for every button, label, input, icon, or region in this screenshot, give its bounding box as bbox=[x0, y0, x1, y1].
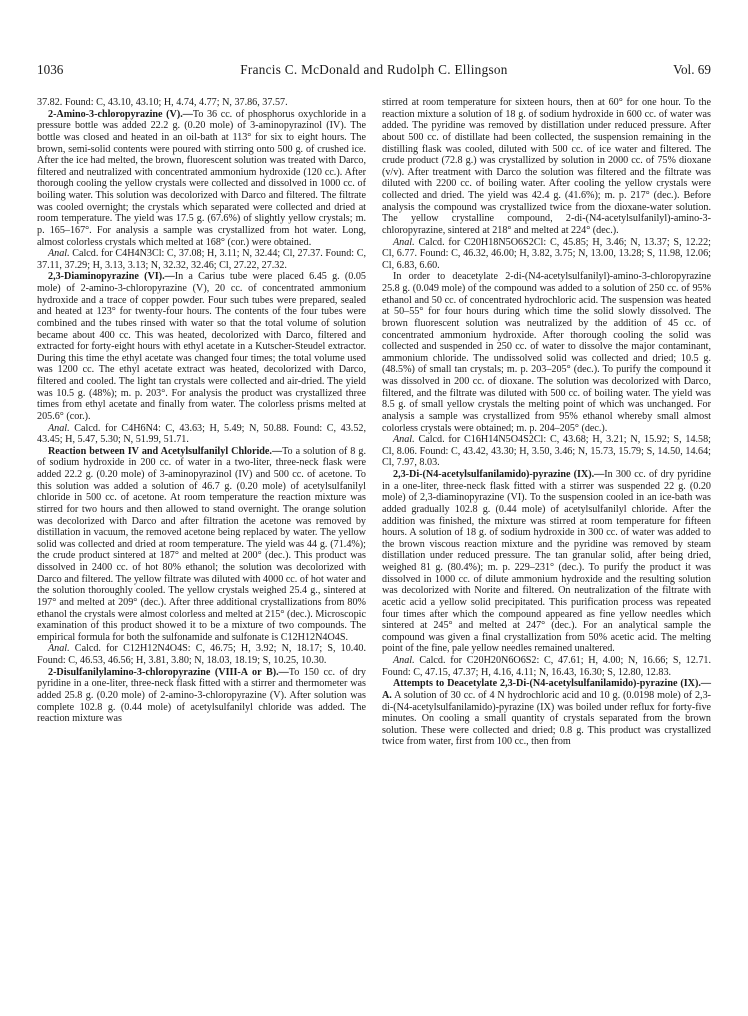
paragraph bbox=[37, 271, 366, 422]
paragraph-text: A solution of 30 cc. of 4 N hydrochloric acid and 10 g. (0.0198 mole) of 2,3-di-(N4-acetylsulfanilamido)-pyrazine (IX) was boiled under reflux for forty-five minutes. On cooling a small quantity of crystals separated from the brown solution. These were collected and dried; 0.8 g. This product was crystallized twice from water, first from 100 cc., then from bbox=[382, 689, 711, 748]
section-heading: 2-Disulfanilylamino-3-chloropyrazine (VIII-A or B).— bbox=[48, 666, 289, 678]
paragraph-text: To 36 cc. of phosphorus oxychloride in a pressure bottle was added 22.2 g. (0.20 mole) of 3-aminopyrazinol (IV). The bottle was closed and heated in an oil-bath at 113° for six to eight hours. The brown, semi-solid contents were poured with stirring onto 500 g. of crushed ice. After the ice had melted, the brown, fluorescent solution was treated with Darco, filtered and neutralized with concentrated ammonium hydroxide (120 cc.). After thorough cooling the yellow crystals were collected and dissolved in 1000 cc. of boiling water. This solution was decolorized with Darco and filtered. The filtrate was cooled overnight; the crystals which separated were collected and dried at room temperature. The yield was 17.5 g. (67.6%) of slightly yellow crystals; m. p. 165–167°. For analysis a sample was crystallized from hot water. Long, almost colorless crystals which melted at 168° (cor.) were obtained. bbox=[37, 108, 366, 248]
paragraph: In order to deacetylate 2-di-(N4-acetylsulfanilyl)-amino-3-chloropyrazine 25.8 g. (0.049 mole) of the compound was added to a solution of 250 cc. of 95% ethanol and 50 cc. of concentrated hydrochloric acid. The suspension was heated at 50–55° for four hours during which time the solid slowly dissolved. The brown fluorescent solution was neutralized by the addition of 45 cc. of concentrated ammonium hydroxide. After thorough cooling the solid was collected and suspended in 250 cc. of water to dissolve the major contaminant, ammonium chloride. The undissolved solid was collected and dried; 10.5 g. (48.5%) of small tan crystals; m. p. 203–205° (dec.). To purify the compound it was dissolved in 200 cc. of dioxane. The solution was decolorized with Darco, filtered, and the filtrate was diluted with 500 cc. of boiling water. The yield was 8.5 g. of small yellow crystals the melting point of which was unchanged. For analysis a sample was crystallized from 95% ethanol whereby small almost colorless crystals were obtained; m. p. 204–205° (dec.). bbox=[382, 271, 711, 434]
paragraph-text: Calcd. for C16H14N5O4S2Cl: C, 43.68; H, 3.21; N, 15.92; S, 14.58; Cl, 8.06. Found: C, 43.42, 43.30; H, 3.50, 3.46; N, 15.73, 15.79; S, 14.50, 14.64; Cl, 7.97, 8.03. bbox=[382, 434, 711, 469]
page-header bbox=[37, 62, 711, 80]
paragraph: stirred at room temperature for sixteen hours, then at 60° for one hour. To the reaction mixture a solution of 18 g. of sodium hydroxide in 600 cc. of water was added. The pyridine was removed by distillation under reduced pressure. After about 500 cc. of distillate had been collected, the suspension remaining in the distilling flask was cooled, diluted with 500 cc. of ice water and filtered. The crude product (72.8 g.) was crystallized by solution in 2000 cc. of 75% dioxane (v/v). After treatment with Darco the solution was filtered and the filtrate was diluted with 2200 cc. of boiling water. After cooling the yellow crystals were collected and dried. The yield was 42.4 g. (41.6%); m. p. 217° (dec.). Before analysis the compound was crystallized twice from the dioxane-water solution. The yellow crystalline compound, 2-di-(N4-acetylsulfanilyl)-amino-3-chloropyrazine, sintered at 218° and melted at 224° (dec.). bbox=[382, 97, 711, 236]
analysis-paragraph bbox=[37, 423, 366, 446]
volume-label: Vol. 69 bbox=[673, 62, 711, 77]
paragraph: 37.82. Found: C, 43.10, 43.10; H, 4.74, 4.77; N, 37.86, 37.57. bbox=[37, 97, 288, 108]
right-column bbox=[382, 97, 711, 748]
analysis-paragraph bbox=[37, 248, 366, 271]
paragraph bbox=[37, 446, 366, 644]
section-heading: Reaction between IV and Acetylsulfanilyl Chloride.— bbox=[48, 445, 283, 457]
section-heading: 2,3-Di-(N4-acetylsulfanilamido)-pyrazine (IX).— bbox=[393, 469, 605, 480]
paragraph-text: In a Carius tube were placed 6.45 g. (0.05 mole) of 2-amino-3-chloropyrazine (V), 20 cc. of concentrated ammonium hydroxide and a trace of copper powder. Four such tubes were prepared, sealed and heated at 123° for twenty-four hours. The contents of the four tubes were combined and the tubes rinsed with water so that the total volume of solution became about 400 cc. This was heated, decolorized with Darco, filtered and extracted for forty-eight hours with ethyl acetate in a Kutscher-Steudel extractor. During this time the ethyl acetate was changed four times; the total volume used was 1200 cc. The ethyl acetate extract was heated, decolorized with Darco, filtered and cooled. The light tan crystals were collected and air-dried. The yield was 10.5 g. (48%); m. p. 203°. For analysis the product was crystallized three times from ethyl acetate and finally from water. The colorless prisms melted at 205.6° (cor.). bbox=[37, 271, 366, 422]
left-column bbox=[37, 97, 366, 725]
section-heading: Attempts to Deacetylate 2,3-Di-(N4-acetylsulfanilamido)-pyrazine (IX).—A. bbox=[382, 678, 711, 701]
analysis-paragraph bbox=[382, 237, 711, 272]
analysis-label: Anal. bbox=[393, 236, 415, 248]
paragraph-text: Calcd. for C4H4N3Cl: C, 37.08; H, 3.11; N, 32.44; Cl, 27.37. Found: C, 37.11, 37.29; H, 3.13, 3.13; N, 32.32, 32.46; Cl, 27.22, 27.32. bbox=[37, 248, 366, 271]
section-heading: 2-Amino-3-chloropyrazine (V).— bbox=[48, 108, 193, 120]
analysis-paragraph bbox=[37, 643, 366, 666]
analysis-paragraph bbox=[382, 434, 711, 469]
paragraph bbox=[382, 469, 711, 655]
paragraph bbox=[37, 109, 366, 249]
paragraph-text: To 150 cc. of dry pyridine in a one-liter, three-neck flask fitted with a stirrer and thermometer was added 25.8 g. (0.20 mole) of 2-amino-3-chloropyrazine (V). After solution was complete 102.8 g. (0.44 mole) of acetylsulfanilyl chloride was added. The reaction mixture was bbox=[37, 666, 366, 725]
paragraph bbox=[382, 678, 711, 748]
analysis-label: Anal. bbox=[393, 434, 415, 446]
paragraph-text: Calcd. for C4H6N4: C, 43.63; H, 5.49; N, 50.88. Found: C, 43.52, 43.45; H, 5.47, 5.30; N, 51.99, 51.71. bbox=[37, 422, 366, 446]
paragraph-text: In 300 cc. of dry pyridine in a one-liter, three-neck flask fitted with a stirrer was suspended 22 g. (0.20 mole) of 2,3-diaminopyrazine (VI). To the suspension cooled in an ice-bath was added gradually 102.8 g. (0.44 mole) of acetylsulfanilyl chloride. After the addition was finished, the mixture was stirred at room temperature for fifteen hours. A solution of 18 g. of sodium hydroxide in 300 cc. of water was added to the brown viscous reaction mixture and the pyridine was removed by steam distillation under reduced pressure. The tan granular solid, after being dried, weighed 81 g. (80.4%); m. p. 229–231° (dec.). To purify the product it was dissolved in 1000 cc. of dilute ammonium hydroxide and the resulting solution was decolorized with Norite and filtered. On neutralization of the filtrate with acetic acid a yellow solid precipitated. This purification process was repeated four times after which the compound appeared as fine yellow needles which sintered at 245° and melted at 247° (dec.). For an analytical sample the compound was given a final crystallization from 50% acetic acid. The melting point of the fine, pale yellow needles remained unaltered. bbox=[382, 469, 711, 655]
paragraph-text: Calcd. for C12H12N4O4S: C, 46.75; H, 3.92; N, 18.17; S, 10.40. Found: C, 46.53, 46.56; H, 3.81, 3.80; N, 18.03, 18.19; S, 10.25, 10.30. bbox=[37, 643, 366, 666]
analysis-paragraph bbox=[382, 655, 711, 678]
paragraph-text: To a solution of 8 g. of sodium hydroxide in 200 cc. of water in a two-liter, three-neck flask were added 22.2 g. (0.20 mole) of 3-aminopyrazinol (IV) and 500 cc. of acetone. To this solution was added a solution of 46.7 g. (0.20 mole) of acetylsulfanilyl chloride in 500 cc. of acetone. At room temperature the reaction mixture was stirred for two hours and then allowed to stand overnight. The orange solution was decolorized with Darco and after filtration the acetone was removed by distillation in vacuum, the removed acetone being replaced by water. The yellow solid was collected and dried at room temperature. The yield was 44 g. (71.4%); the crude product sintered at 187° and melted at 200° (dec.). This product was dissolved in 2400 cc. of hot 80% ethanol; the solution was decolorized with Darco and filtered. The yellow filtrate was diluted with 4000 cc. of hot water and the solution thoroughly cooled. The yellow crystals weighed 25.4 g., sintered at 197° and melted at 209° (dec.). After three additional crystallizations from 80% ethanol the crystals were almost colorless and melted at 215° (dec.). Microscopic examination of this product showed it to be a mixture of two compounds. The empirical formula for both the sulfonamide and sulfonate is C12H12N4O4S. bbox=[37, 445, 366, 643]
analysis-label: Anal. bbox=[48, 643, 70, 655]
analysis-label: Anal. bbox=[393, 655, 415, 666]
running-head-authors: Francis C. McDonald and Rudolph C. Ellingson bbox=[240, 62, 508, 77]
paragraph-text: Calcd. for C20H20N6O6S2: C, 47.61; H, 4.00; N, 16.66; S, 12.71. Found: C, 47.15, 47.37; H, 4.16, 4.11; N, 16.43, 16.30; S, 12.80, 12.83. bbox=[382, 655, 711, 678]
analysis-label: Anal. bbox=[48, 248, 70, 260]
paragraph bbox=[37, 667, 366, 725]
analysis-label: Anal. bbox=[48, 422, 70, 434]
section-heading: 2,3-Diaminopyrazine (VI).— bbox=[48, 271, 175, 283]
paragraph-text: Calcd. for C20H18N5O6S2Cl: C, 45.85; H, 3.46; N, 13.37; S, 12.22; Cl, 6.77. Found: C, 46.32, 46.00; H, 3.82, 3.75; N, 13.00, 13.28; S, 11.98, 12.06; Cl, 6.83, 6.60. bbox=[382, 236, 711, 271]
page-number: 1036 bbox=[37, 62, 64, 77]
